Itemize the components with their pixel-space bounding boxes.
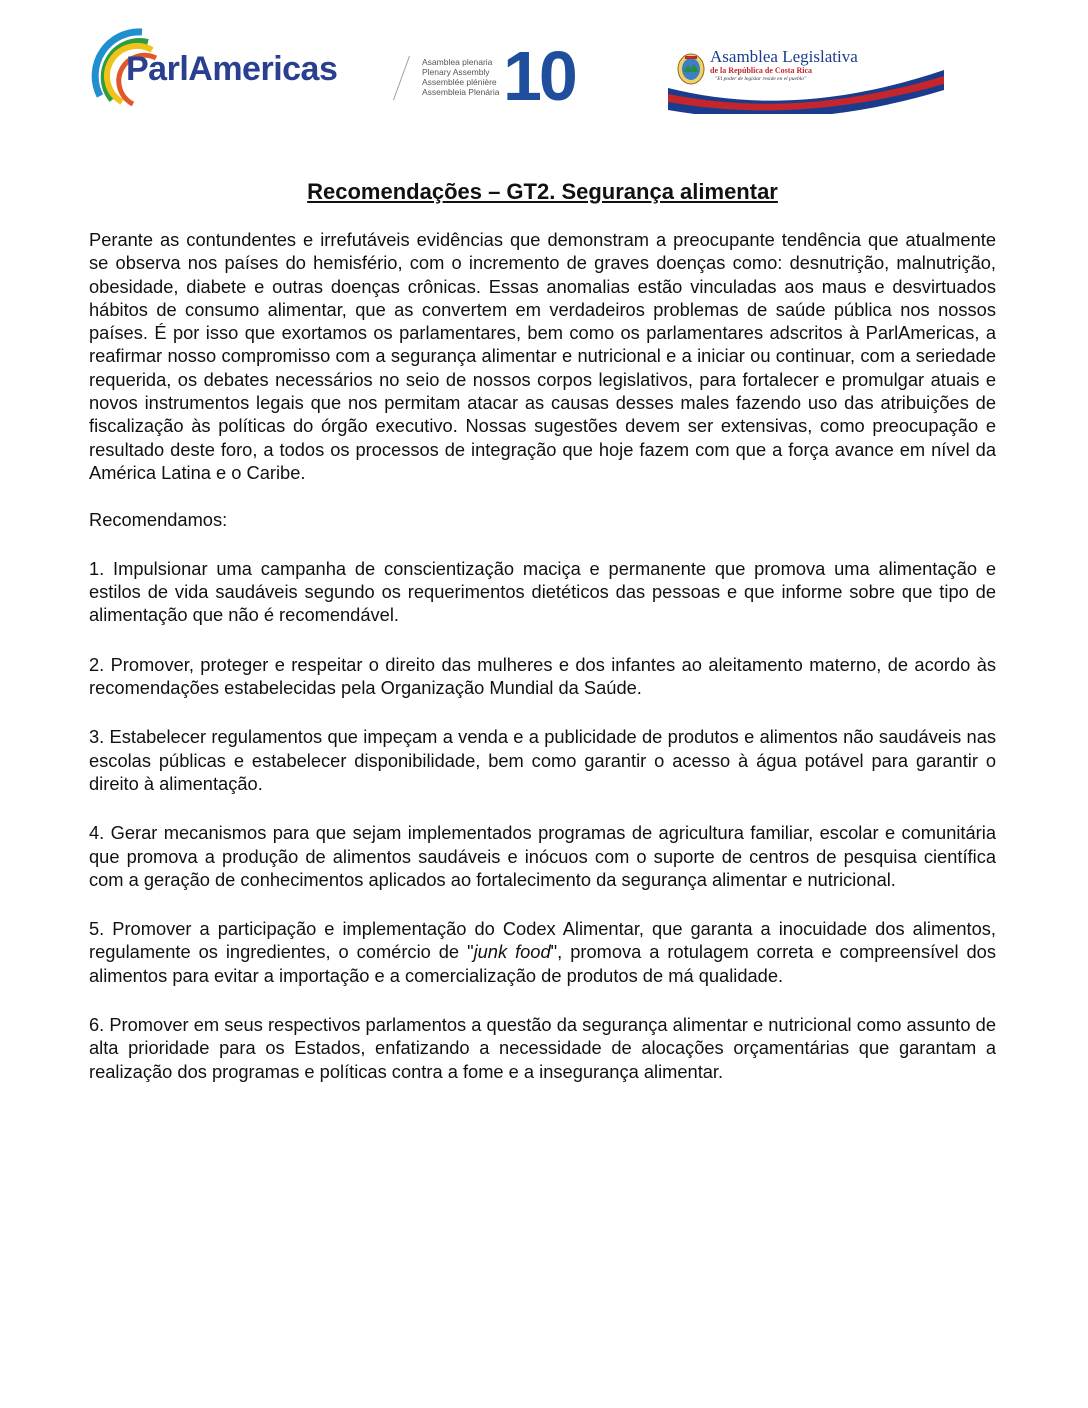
assembly-line: Plenary Assembly bbox=[422, 67, 490, 77]
recommendation-3: 3. Estabelecer regulamentos que impeçam a venda e a publicidade de produtos e alimentos não saudáveis nas escolas públicas e estabelecer disponibilidade, bem como garantir o acesso à água potável para garantir o direito à alimentação. bbox=[89, 726, 996, 794]
coat-of-arms-icon bbox=[676, 52, 706, 86]
recommendation-6: 6. Promover em seus respectivos parlamentos a questão da segurança alimentar e nutricional como assunto de alta prioridade para os Estados, enfatizando a necessidade de alocações orçamentárias que garantam a realização dos programas e políticas contra a fome e a insegurança alimentar. bbox=[89, 1014, 996, 1082]
assembly-languages bbox=[422, 57, 499, 97]
recommendation-4: 4. Gerar mecanismos para que sejam implementados programas de agricultura familiar, escolar e comunitária que promova a produção de alimentos saudáveis e inócuos com o suporte de centros de pesquisa científica com a geração de conhecimentos aplicados ao fortalecimento da segurança alimentar e nutricional. bbox=[89, 822, 996, 890]
recommendation-5 bbox=[89, 917, 996, 987]
assembly-line: Assemblée plénière bbox=[422, 77, 497, 87]
parlamericas-name: ParlAmericas bbox=[126, 50, 338, 88]
asamblea-title: Asamblea Legislativa bbox=[710, 47, 858, 66]
document-body bbox=[89, 178, 996, 1083]
logo-divider bbox=[393, 56, 410, 100]
lead-text: Recomendamos: bbox=[89, 508, 228, 530]
rec5-text-after: ", promova a rotulagem correta e compreensível dos alimentos para evitar a importação e a comercialização de produtos de má qualidade. bbox=[89, 941, 996, 986]
rec5-italic-term: junk food bbox=[473, 941, 551, 963]
recommendation-1: 1. Impulsionar uma campanha de conscientização maciça e permanente que promova uma alimentação e estilos de vida saudáveis segundo os requerimentos dietéticos das pessoas e que informe sobre que tipo de alimentação que não é recomendável. bbox=[89, 557, 996, 626]
page-header bbox=[0, 0, 1088, 140]
assembly-line: Asamblea plenaria bbox=[422, 57, 493, 67]
assembly-line: Assembleia Plenária bbox=[422, 87, 500, 97]
intro-paragraph: Perante as contundentes e irrefutáveis evidências que demonstram a preocupante tendência que atualmente se observa nos países do hemisfério, com o incremento de graves doenças como: desnutrição, malnutrição, obesidade, diabete e outras doenças crônicas. Essas anomalias estão vinculadas aos maus e desvirtuados hábitos de consumo alimentar, que as convertem em verdadeiros problemas de saúde pública nos nossos países. É por isso que exortamos os parlamentares, bem como os parlamentares adscritos à ParlAmericas, a reafirmar nosso compromisso com a segurança alimentar e nutricional e a iniciar ou continuar, com a seriedade requerida, os debates necessários no seio de nossos corpos legislativos, para fortalecer e promulgar atuais e novos instrumentos legais que nos permitam atacar as causas desses males fazendo uso das atribuições de fiscalização às políticas do órgão executivo. Nossas sugestões devem ser extensivas, como preocupação e resultado deste foro, a todos os processos de integração que hoje fazem com que a força avance em nível da América Latina e o Caribe. bbox=[89, 229, 996, 483]
rec5-text-before: 5. Promover a participação e implementação do Codex Alimentar, que garanta a inocuidade dos alimentos, regulamente os ingredientes, o comércio de " bbox=[89, 918, 996, 963]
recommendation-2: 2. Promover, proteger e respeitar o direito das mulheres e dos infantes ao aleitamento materno, de acordo às recomendações estabelecidas pela Organização Mundial da Saúde. bbox=[89, 653, 996, 699]
asamblea-motto: "El poder de legislar reside en el pueblo" bbox=[715, 76, 807, 82]
assembly-number: 10 bbox=[503, 37, 575, 115]
document-title: Recomendações – GT2. Segurança alimentar bbox=[307, 179, 778, 204]
asamblea-subtitle: de la República de Costa Rica bbox=[710, 66, 812, 75]
